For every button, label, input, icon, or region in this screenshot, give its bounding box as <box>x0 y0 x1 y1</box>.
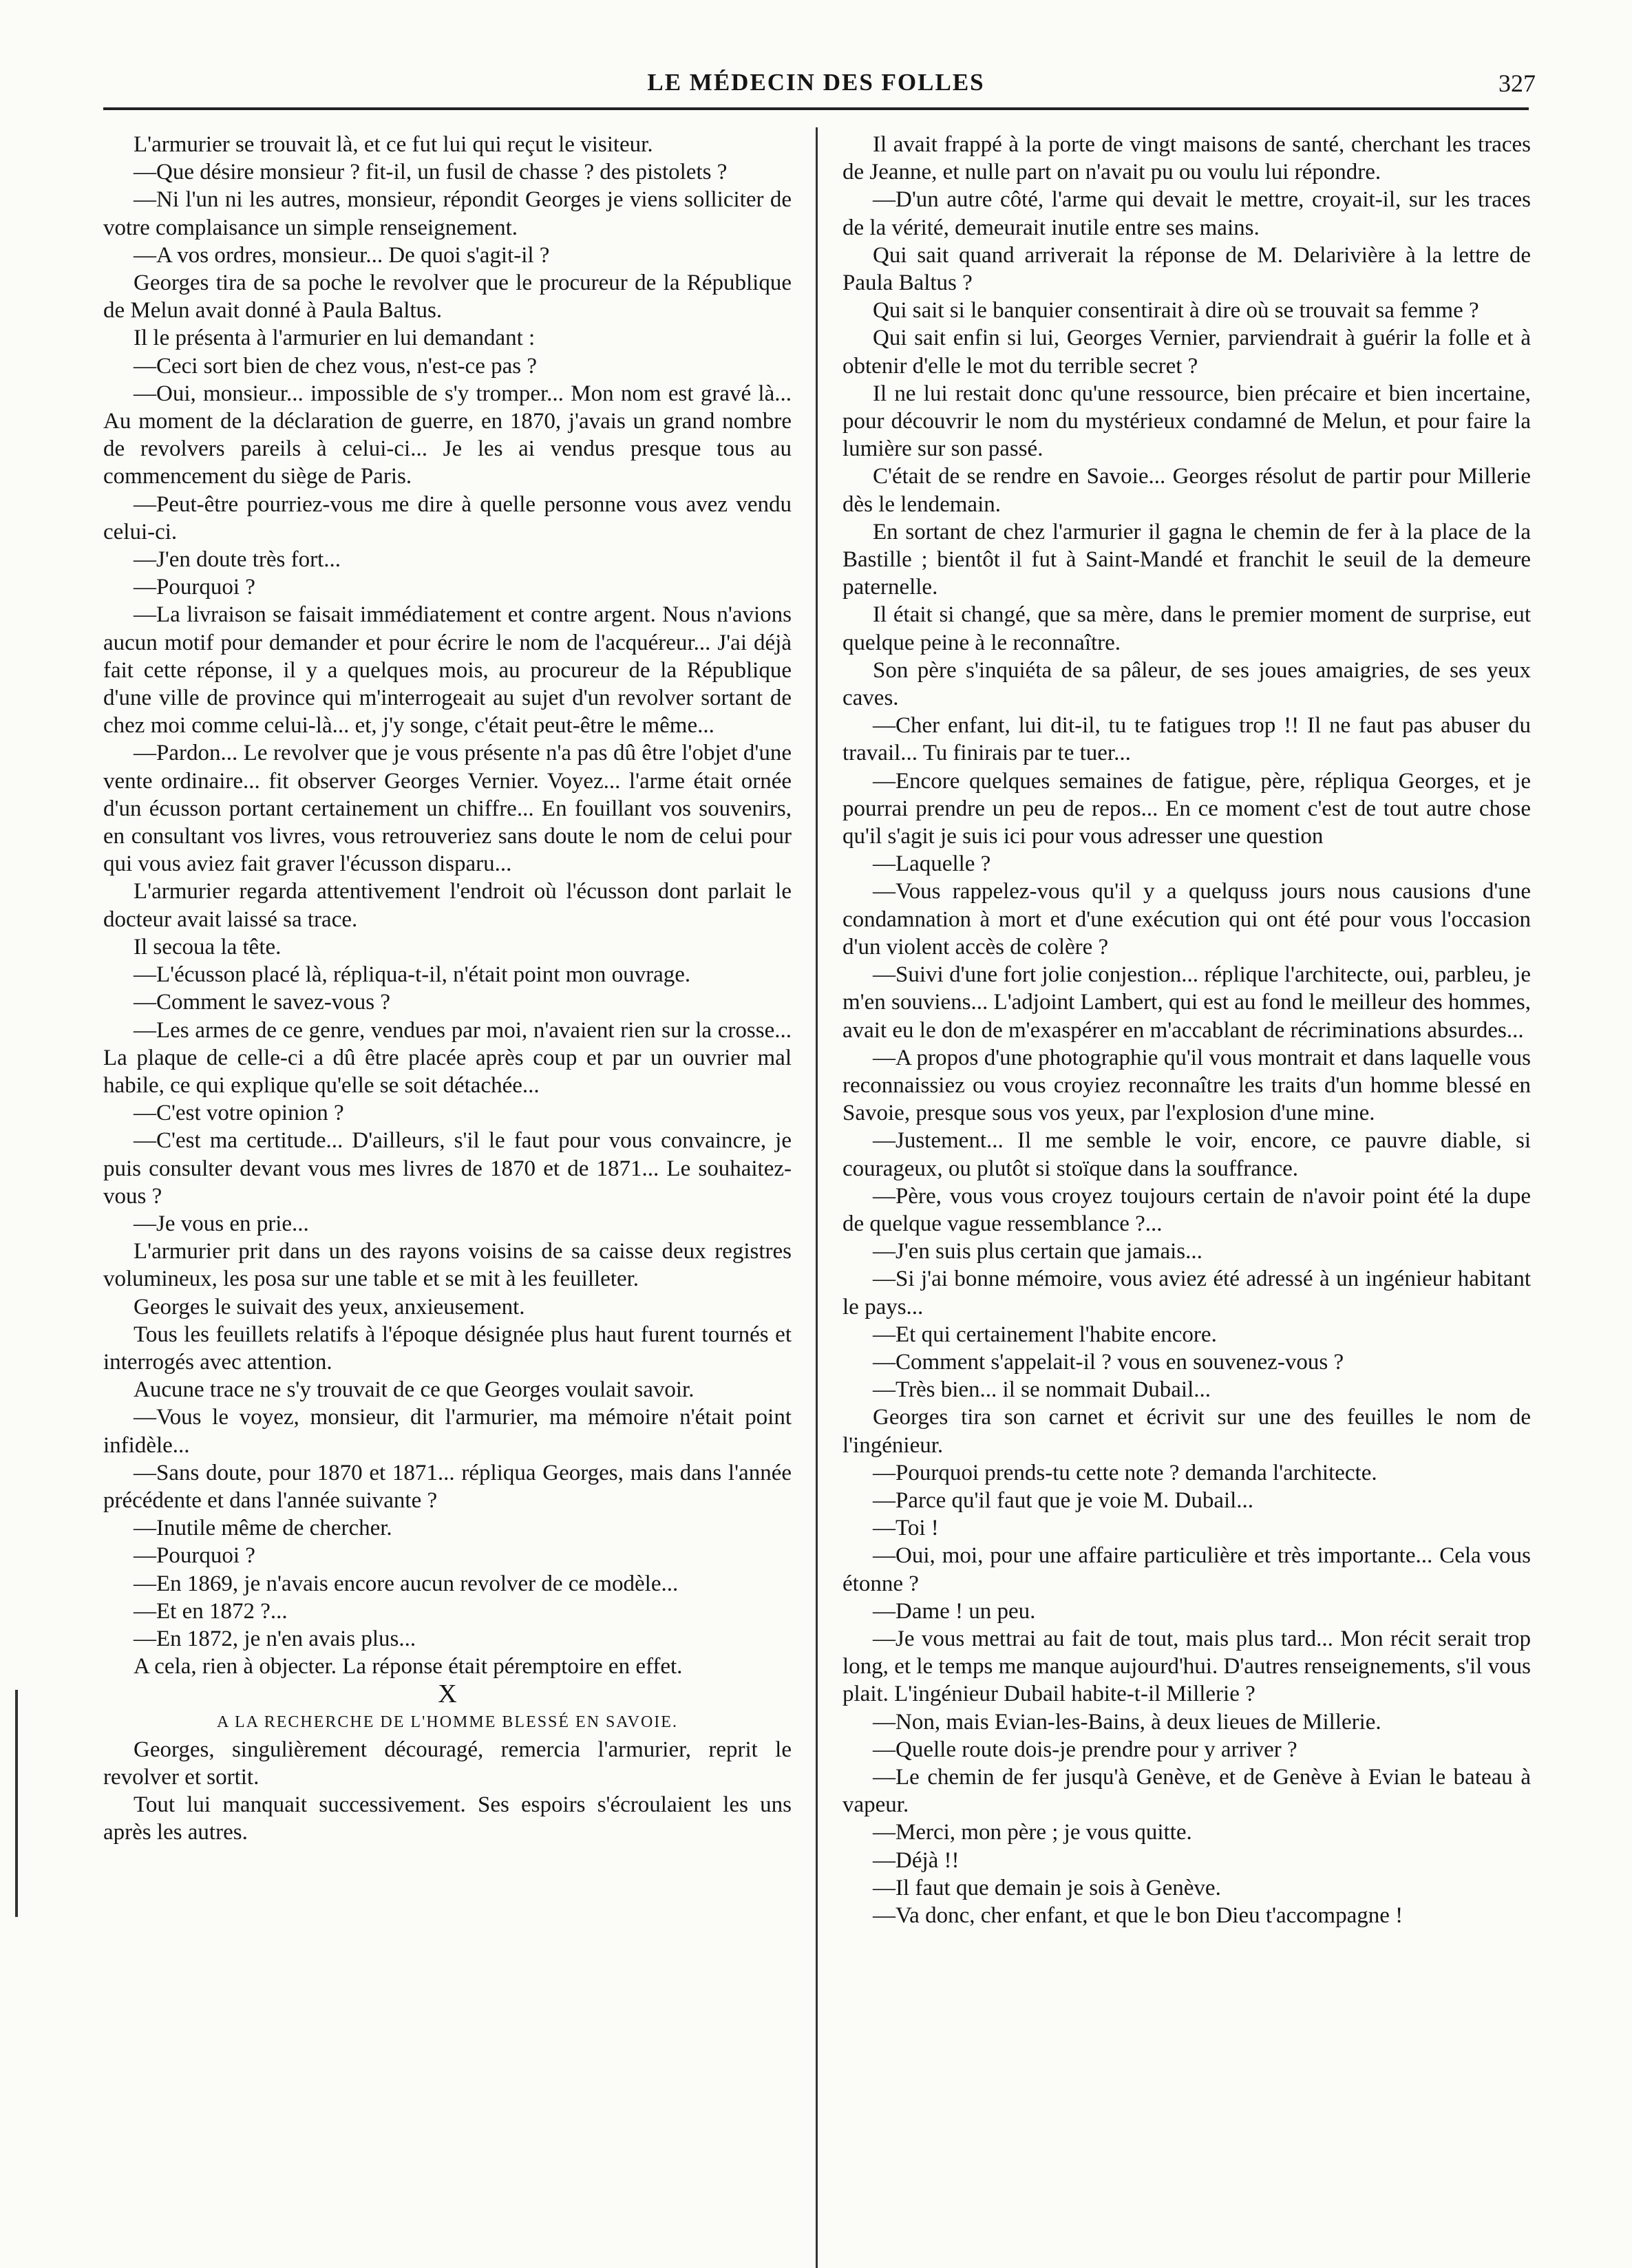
paragraph: —Pourquoi ? <box>134 575 255 600</box>
header-rule <box>103 107 1529 110</box>
paragraph: —Comment le savez-vous ? <box>134 990 390 1015</box>
paragraph: Qui sait enfin si lui, Georges Vernier, parviendrait à guérir la folle et à obtenir d'elle le mot du terrible secret ? <box>843 326 1531 379</box>
running-head <box>96 69 1536 105</box>
running-title: LE MÉDECIN DES FOLLES <box>647 69 985 96</box>
paragraph: Il secoua la tête. <box>134 934 282 960</box>
paragraph: Georges le suivait des yeux, anxieusement. <box>134 1294 525 1320</box>
paragraph: —En 1872, je n'en avais plus... <box>134 1626 416 1651</box>
paragraph: —Ni l'un ni les autres, monsieur, répondit Georges je viens solliciter de votre complaisance un simple renseignement. <box>103 187 792 240</box>
paragraph: —C'est ma certitude... D'ailleurs, s'il le faut pour vous convaincre, je puis consulter devant vous mes livres de 1870 et de 1871... Le souhaitez-vous ? <box>103 1128 792 1209</box>
right-column <box>843 131 1531 1929</box>
paragraph: Tout lui manquait successivement. Ses espoirs s'écroulaient les uns après les autres. <box>103 1792 792 1845</box>
paragraph: Tous les feuillets relatifs à l'époque désignée plus haut furent tournés et interrogés avec attention. <box>103 1322 792 1375</box>
paragraph: Aucune trace ne s'y trouvait de ce que Georges voulait savoir. <box>134 1377 695 1403</box>
paragraph: A cela, rien à objecter. La réponse était péremptoire en effet. <box>134 1654 683 1679</box>
paragraph: —Déjà !! <box>873 1847 960 1873</box>
paragraph: —C'est votre opinion ? <box>134 1101 344 1126</box>
paragraph: Il ne lui restait donc qu'une ressource, bien précaire et bien incertaine, pour découvrir le nom du mystérieux condamné de Melun, et pour faire la lumière sur son passé. <box>843 381 1531 462</box>
paragraph: —Merci, mon père ; je vous quitte. <box>873 1820 1192 1845</box>
paragraph: —Le chemin de fer jusqu'à Genève, et de Genève à Evian le bateau à vapeur. <box>843 1764 1531 1818</box>
paragraph: En sortant de chez l'armurier il gagna le chemin de fer à la place de la Bastille ; bientôt il fut à Saint-Mandé et franchit le seuil de la demeure paternelle. <box>843 519 1531 600</box>
paragraph: —Et en 1872 ?... <box>134 1598 288 1624</box>
paragraph: —A propos d'une photographie qu'il vous montrait et dans laquelle vous reconnaissiez ou vous croyiez reconnaître les traits d'un homme blessé en Savoie, presque sous vos yeux, par l'explosion d'une mine. <box>843 1045 1531 1126</box>
paragraph: —D'un autre côté, l'arme qui devait le mettre, croyait-il, sur les traces de la vérité, demeurait inutile entre ses mains. <box>843 187 1531 240</box>
paragraph: Il était si changé, que sa mère, dans le premier moment de surprise, eut quelque peine à le reconnaître. <box>843 602 1531 655</box>
paragraph: —Je vous en prie... <box>134 1211 309 1236</box>
paragraph: —Peut-être pourriez-vous me dire à quelle personne vous avez vendu celui-ci. <box>103 491 792 544</box>
paragraph: Il avait frappé à la porte de vingt maisons de santé, cherchant les traces de Jeanne, et nulle part on n'avait pu ou voulu lui répondre. <box>843 132 1531 185</box>
paragraph: —Pourquoi prends-tu cette note ? demanda l'architecte. <box>873 1460 1377 1485</box>
paragraph: —Va donc, cher enfant, et que le bon Dieu t'accompagne ! <box>873 1903 1403 1928</box>
paragraph: —Père, vous vous croyez toujours certain de n'avoir point été la dupe de quelque vague ressemblance ?... <box>843 1183 1531 1236</box>
chapter-number: X <box>438 1679 457 1709</box>
paragraph: —Et qui certainement l'habite encore. <box>873 1322 1217 1347</box>
paragraph: —J'en doute très fort... <box>134 547 341 573</box>
paragraph: —Les armes de ce genre, vendues par moi, n'avaient rien sur la crosse... La plaque de celle-ci a dû être placée après coup et par un ouvrier mal habile, ce qui explique qu'elle se soit détachée... <box>103 1017 792 1098</box>
paragraph: —Non, mais Evian-les-Bains, à deux lieues de Millerie. <box>873 1709 1381 1735</box>
paragraph: Qui sait quand arriverait la réponse de M. Delarivière à la lettre de Paula Baltus ? <box>843 242 1531 296</box>
paragraph: —Il faut que demain je sois à Genève. <box>873 1875 1221 1900</box>
paragraph: —Dame ! un peu. <box>873 1598 1036 1624</box>
paragraph: Georges tira son carnet et écrivit sur une des feuilles le nom de l'ingénieur. <box>843 1405 1531 1458</box>
paragraph: —Vous rappelez-vous qu'il y a quelquss jours nous causions d'une condamnation à mort et d'une exécution qui ont été pour vous l'occasion d'un violent accès de colère ? <box>843 879 1531 960</box>
paragraph: —Très bien... il se nommait Dubail... <box>873 1377 1211 1403</box>
chapter-title: A LA RECHERCHE DE L'HOMME BLESSÉ EN SAVOIE. <box>217 1713 678 1731</box>
column-rule <box>816 127 818 2268</box>
paragraph: Qui sait si le banquier consentirait à dire où se trouvait sa femme ? <box>873 298 1479 324</box>
paragraph: —Quelle route dois-je prendre pour y arriver ? <box>873 1737 1297 1762</box>
paragraph: —Ceci sort bien de chez vous, n'est-ce pas ? <box>134 353 537 379</box>
left-column-text <box>103 131 792 1680</box>
paragraph: L'armurier se trouvait là, et ce fut lui qui reçut le visiteur. <box>134 132 653 157</box>
paragraph: —A vos ordres, monsieur... De quoi s'agit-il ? <box>134 242 550 268</box>
paragraph: —Si j'ai bonne mémoire, vous aviez été adressé à un ingénieur habitant le pays... <box>843 1267 1531 1320</box>
paragraph: —Justement... Il me semble le voir, encore, ce pauvre diable, si courageux, ou plutôt si stoïque dans la souffrance. <box>843 1128 1531 1181</box>
paragraph: L'armurier regarda attentivement l'endroit où l'écusson dont parlait le docteur avait laissé sa trace. <box>103 879 792 932</box>
paragraph: Georges tira de sa poche le revolver que le procureur de la République de Melun avait donné à Paula Baltus. <box>103 271 792 324</box>
paragraph: Il le présenta à l'armurier en lui demandant : <box>134 326 536 351</box>
paragraph: —Pourquoi ? <box>134 1543 255 1569</box>
paragraph: —Cher enfant, lui dit-il, tu te fatigues trop !! Il ne faut pas abuser du travail... Tu finirais par te tuer... <box>843 713 1531 766</box>
paragraph: Georges, singulièrement découragé, remercia l'armurier, reprit le revolver et sortit. <box>103 1737 792 1790</box>
paragraph: —Encore quelques semaines de fatigue, père, répliqua Georges, et je pourrai prendre un peu de repos... En ce moment c'est de tout autre chose qu'il s'agit je suis ici pour vous adresser une question <box>843 768 1531 849</box>
paragraph: —La livraison se faisait immédiatement et contre argent. Nous n'avions aucun motif pour demander et pour écrire le nom de l'acquéreur... J'ai déjà fait cette réponse, il y a quelques mois, au procureur de la République d'une ville de province qui m'interrogeait au sujet d'un revolver sortant de chez moi comme celui-là... et, j'y songe, c'était peut-être le même... <box>103 602 792 739</box>
paragraph: —Toi ! <box>873 1516 939 1541</box>
left-column-chapter-text <box>103 1736 792 1847</box>
paragraph: —Pardon... Le revolver que je vous présente n'a pas dû être l'objet d'une vente ordinaire... fit observer Georges Vernier. Voyez... l'arme était ornée d'un écusson portant certainement un chiffre... En fouillant vos souvenirs, en consultant vos livres, vous retrouveriez sans doute le nom de celui pour qui vous aviez fait graver l'écusson disparu... <box>103 741 792 877</box>
paragraph: —Inutile même de chercher. <box>134 1516 392 1541</box>
paragraph: —Que désire monsieur ? fit-il, un fusil de chasse ? des pistolets ? <box>134 160 728 185</box>
left-column <box>103 131 792 1847</box>
paragraph: —Suivi d'une fort jolie conjestion... réplique l'architecte, oui, parbleu, je m'en souviens... L'adjoint Lambert, qui est au fond le meilleur des hommes, avait eu le don de m'exaspérer en m'accablant de récriminations absurdes... <box>843 962 1531 1043</box>
paragraph: L'armurier prit dans un des rayons voisins de sa caisse deux registres volumineux, les posa sur une table et se mit à les feuilleter. <box>103 1239 792 1292</box>
paragraph: C'était de se rendre en Savoie... Georges résolut de partir pour Millerie dès le lendemain. <box>843 464 1531 517</box>
paragraph: —En 1869, je n'avais encore aucun revolver de ce modèle... <box>134 1571 679 1596</box>
paragraph: —L'écusson placé là, répliqua-t-il, n'était point mon ouvrage. <box>134 962 691 988</box>
paragraph: —Oui, monsieur... impossible de s'y tromper... Mon nom est gravé là... Au moment de la déclaration de guerre, en 1870, j'avais un grand nombre de revolvers pareils à celui-ci... Je les ai vendus presque tous au commencement du siège de Paris. <box>103 381 792 489</box>
paragraph: —Comment s'appelait-il ? vous en souvenez-vous ? <box>873 1349 1344 1375</box>
paragraph: Son père s'inquiéta de sa pâleur, de ses joues amaigries, de ses yeux caves. <box>843 657 1531 711</box>
paragraph: —Sans doute, pour 1870 et 1871... répliqua Georges, mais dans l'année précédente et dans l'année suivante ? <box>103 1460 792 1513</box>
paragraph: —Vous le voyez, monsieur, dit l'armurier, ma mémoire n'était point infidèle... <box>103 1405 792 1458</box>
page-number: 327 <box>1498 70 1536 97</box>
paragraph: —Oui, moi, pour une affaire particulière et très importante... Cela vous étonne ? <box>843 1543 1531 1596</box>
paragraph: —Je vous mettrai au fait de tout, mais plus tard... Mon récit serait trop long, et le temps me manque aujourd'hui. D'autres renseignements, s'il vous plait. L'ingénieur Dubail habite-t-il Millerie ? <box>843 1626 1531 1707</box>
paragraph: —Parce qu'il faut que je voie M. Dubail... <box>873 1487 1254 1513</box>
paragraph: —Laquelle ? <box>873 851 991 877</box>
paragraph: —J'en suis plus certain que jamais... <box>873 1239 1202 1264</box>
right-column-text <box>843 131 1531 1929</box>
margin-mark <box>15 1690 18 1917</box>
